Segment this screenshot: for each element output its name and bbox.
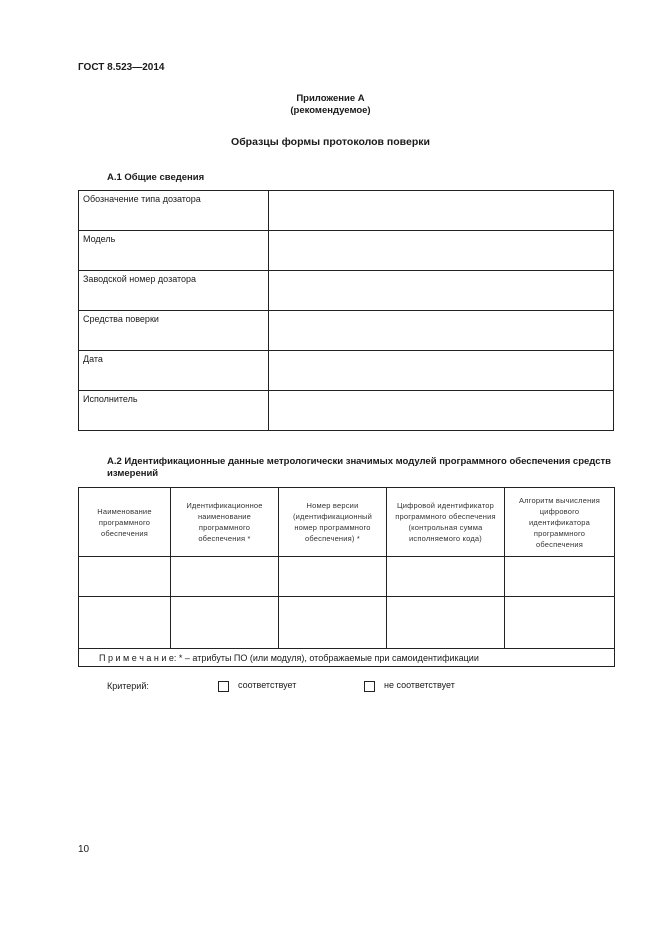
conforms-label: соответствует <box>238 680 297 690</box>
row-label: Обозначение типа дозатора <box>79 191 269 231</box>
column-header: Цифровой идентификатор программного обеспечения (контрольная сумма исполняемого кода) <box>387 488 505 557</box>
row-label: Средства поверки <box>79 311 269 351</box>
table-cell[interactable] <box>505 597 615 649</box>
column-header: Алгоритм вычисления цифрового идентификатора программного обеспечения <box>505 488 615 557</box>
appendix-heading <box>0 93 661 117</box>
section2-heading: А.2 Идентификационные данные метрологически значимых модулей программного обеспечения средств измерений <box>107 456 611 479</box>
column-header: Наименование программного обеспечения <box>79 488 171 557</box>
table-cell[interactable] <box>171 557 279 597</box>
row-label: Заводской номер дозатора <box>79 271 269 311</box>
table-row <box>79 191 614 231</box>
row-value-cell[interactable] <box>269 391 614 431</box>
row-value-cell[interactable] <box>269 271 614 311</box>
table-row <box>79 597 615 649</box>
row-label: Дата <box>79 351 269 391</box>
table-cell[interactable] <box>387 597 505 649</box>
general-info-table <box>78 190 614 431</box>
table-note: П р и м е ч а н и е: * – атрибуты ПО (или модуля), отображаемые при самоидентификации <box>79 649 615 667</box>
table-row <box>79 351 614 391</box>
page-number: 10 <box>78 844 90 855</box>
section1-heading: А.1 Общие сведения <box>107 172 205 183</box>
table-cell[interactable] <box>505 557 615 597</box>
document-code: ГОСТ 8.523—2014 <box>78 62 165 73</box>
appendix-subtitle: (рекомендуемое) <box>290 105 371 116</box>
not-conforms-checkbox[interactable] <box>364 681 375 692</box>
appendix-title: Приложение А <box>296 93 365 104</box>
not-conforms-label: не соответствует <box>384 680 455 690</box>
criteria-label: Критерий: <box>107 681 149 691</box>
table-row <box>79 231 614 271</box>
table-row <box>79 391 614 431</box>
software-id-table <box>78 487 615 667</box>
note-row <box>79 649 615 667</box>
row-value-cell[interactable] <box>269 351 614 391</box>
row-value-cell[interactable] <box>269 311 614 351</box>
table-header-row <box>79 488 615 557</box>
table-row <box>79 311 614 351</box>
table-cell[interactable] <box>79 557 171 597</box>
table-row <box>79 557 615 597</box>
row-label: Модель <box>79 231 269 271</box>
row-value-cell[interactable] <box>269 191 614 231</box>
table-cell[interactable] <box>279 597 387 649</box>
table-cell[interactable] <box>279 557 387 597</box>
conforms-checkbox[interactable] <box>218 681 229 692</box>
table-cell[interactable] <box>387 557 505 597</box>
forms-title: Образцы формы протоколов поверки <box>231 136 430 148</box>
table-cell[interactable] <box>171 597 279 649</box>
table-cell[interactable] <box>79 597 171 649</box>
row-value-cell[interactable] <box>269 231 614 271</box>
column-header: Номер версии (идентификационный номер программного обеспечения) * <box>279 488 387 557</box>
table-row <box>79 271 614 311</box>
column-header: Идентификационное наименование программного обеспечения * <box>171 488 279 557</box>
row-label: Исполнитель <box>79 391 269 431</box>
